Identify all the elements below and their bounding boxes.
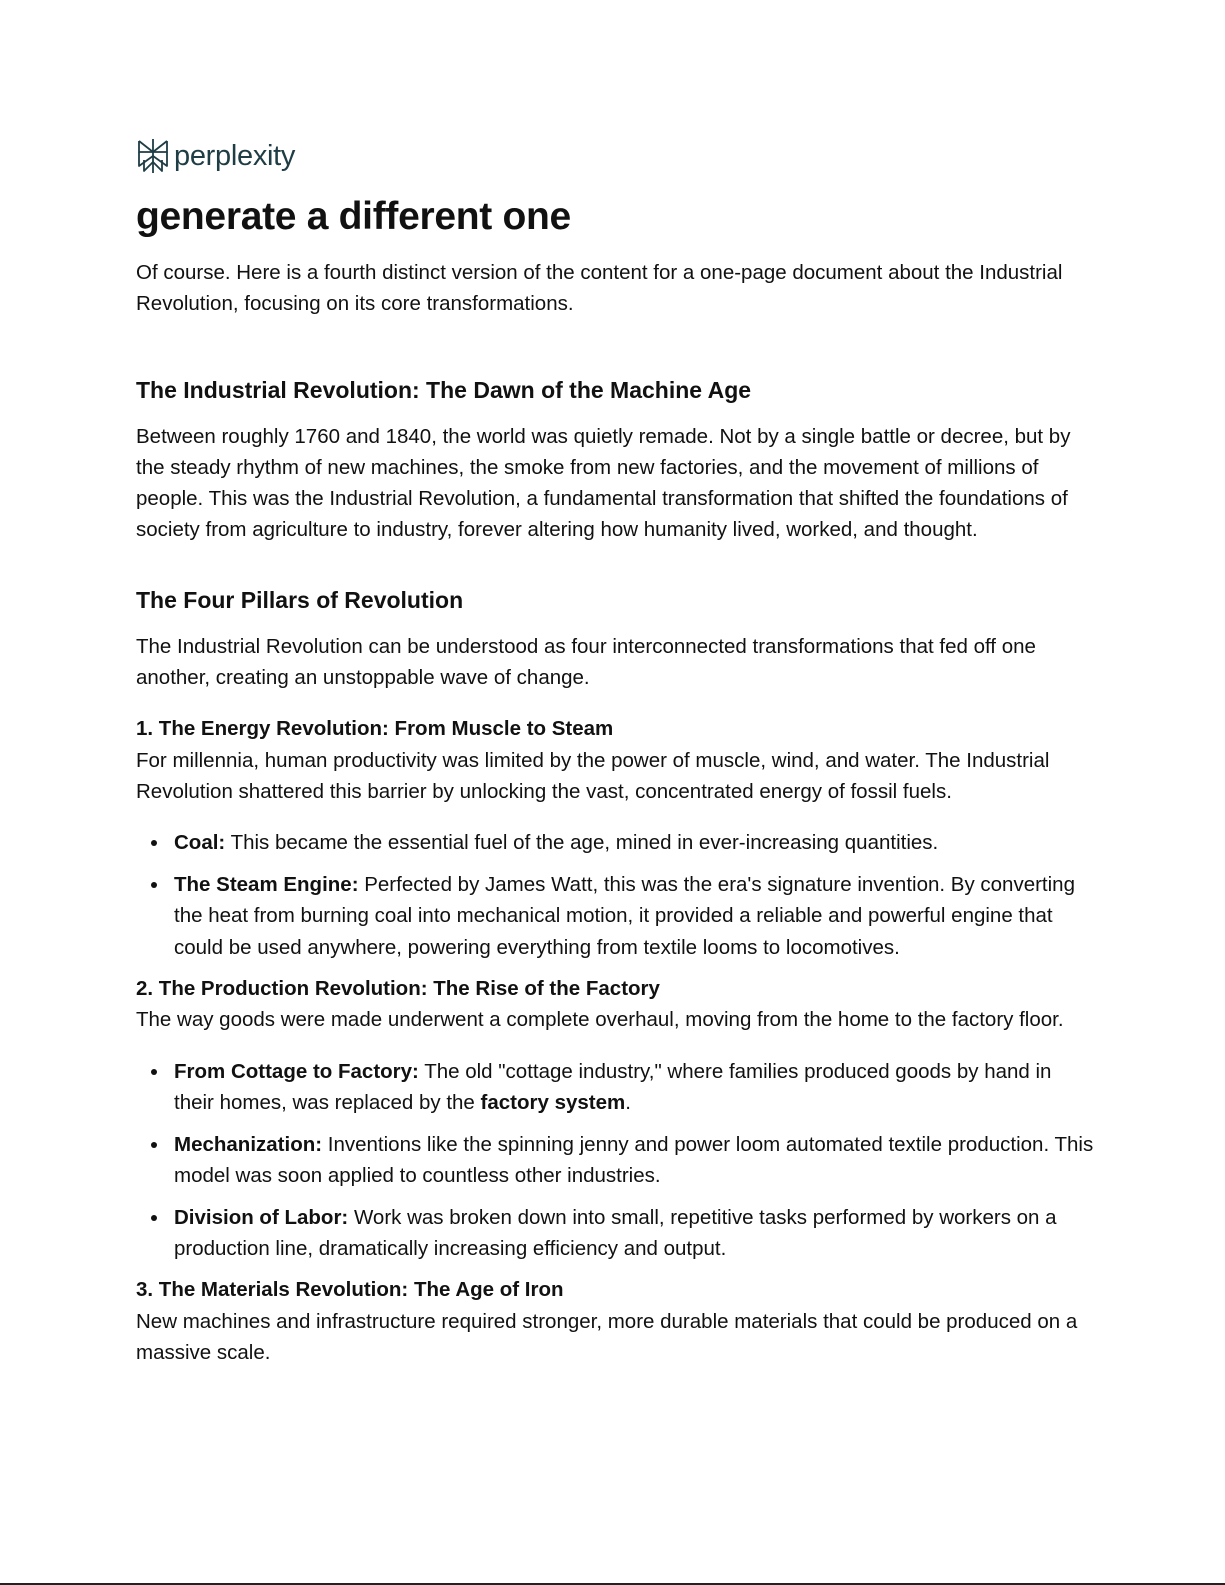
list-item-text: Perfected by James Watt, this was the era's signature invention. By converting the heat from burning coal into mechanical motion, it provided a reliable and powerful engine that could be used anywhere, powering everything from textile looms to locomotives. (174, 873, 1075, 959)
list-item-text: This became the essential fuel of the age, mined in ever-increasing quantities. (225, 831, 939, 855)
document-page (136, 136, 1096, 1368)
list-item (174, 827, 1096, 858)
section-paragraph-dawn: Between roughly 1760 and 1840, the world was quietly remade. Not by a single battle or decree, but by the steady rhythm of new machines, the smoke from new factories, and the movement of millions of people. This was the Industrial Revolution, a fundamental transformation that shifted the foundations of society from agriculture to industry, forever altering how humanity lived, worked, and thought. (136, 424, 1071, 542)
pillar-list-energy (136, 827, 1096, 963)
intro-paragraph: Of course. Here is a fourth distinct version of the content for a one-page document about the Industrial Revolution, focusing on its core transformations. (136, 261, 1063, 316)
section-paragraph-pillars: The Industrial Revolution can be understood as four interconnected transformations that fed off one another, creating an unstoppable wave of change. (136, 634, 1036, 690)
list-item-term: From Cottage to Factory: (174, 1059, 419, 1083)
list-item-term: Coal: (174, 831, 226, 855)
list-item-strong: factory system (480, 1090, 626, 1114)
list-item-tail: . (625, 1090, 631, 1114)
list-item-text: Inventions like the spinning jenny and power loom automated textile production. This model was soon applied to countless other industries. (174, 1132, 1094, 1187)
list-item (174, 1202, 1096, 1265)
page-title: generate a different one (136, 195, 571, 238)
list-item-term: Mechanization: (174, 1132, 323, 1156)
list-item-text: The old "cottage industry," where families produced goods by hand in their homes, was replaced by the (174, 1059, 1052, 1114)
list-item-term: Division of Labor: (174, 1205, 349, 1229)
pillar-heading-materials: 3. The Materials Revolution: The Age of Iron (136, 1278, 564, 1302)
pillar-paragraph-production: The way goods were made underwent a complete overhaul, moving from the home to the factory floor. (136, 1008, 1064, 1032)
pillar-list-production (136, 1056, 1096, 1265)
perplexity-logo-icon (136, 136, 170, 176)
pillar-paragraph-energy: For millennia, human productivity was limited by the power of muscle, wind, and water. The Industrial Revolution shattered this barrier by unlocking the vast, concentrated energy of fossil fuels. (136, 748, 1050, 803)
list-item-text: Work was broken down into small, repetitive tasks performed by workers on a production line, dramatically increasing efficiency and output. (174, 1205, 1057, 1261)
section-heading-pillars: The Four Pillars of Revolution (136, 586, 464, 613)
list-item-term: The Steam Engine: (174, 873, 359, 897)
perplexity-logo (136, 136, 1096, 176)
list-item (174, 869, 1096, 963)
pillar-paragraph-materials: New machines and infrastructure required stronger, more durable materials that could be produced on a massive scale. (136, 1309, 1078, 1364)
logo-wordmark: perplexity (174, 140, 296, 172)
list-item (174, 1056, 1096, 1119)
pillar-heading-energy: 1. The Energy Revolution: From Muscle to Steam (136, 717, 614, 741)
section-heading-dawn: The Industrial Revolution: The Dawn of the Machine Age (136, 376, 752, 403)
list-item (174, 1129, 1096, 1192)
pillar-heading-production: 2. The Production Revolution: The Rise of the Factory (136, 976, 660, 1000)
